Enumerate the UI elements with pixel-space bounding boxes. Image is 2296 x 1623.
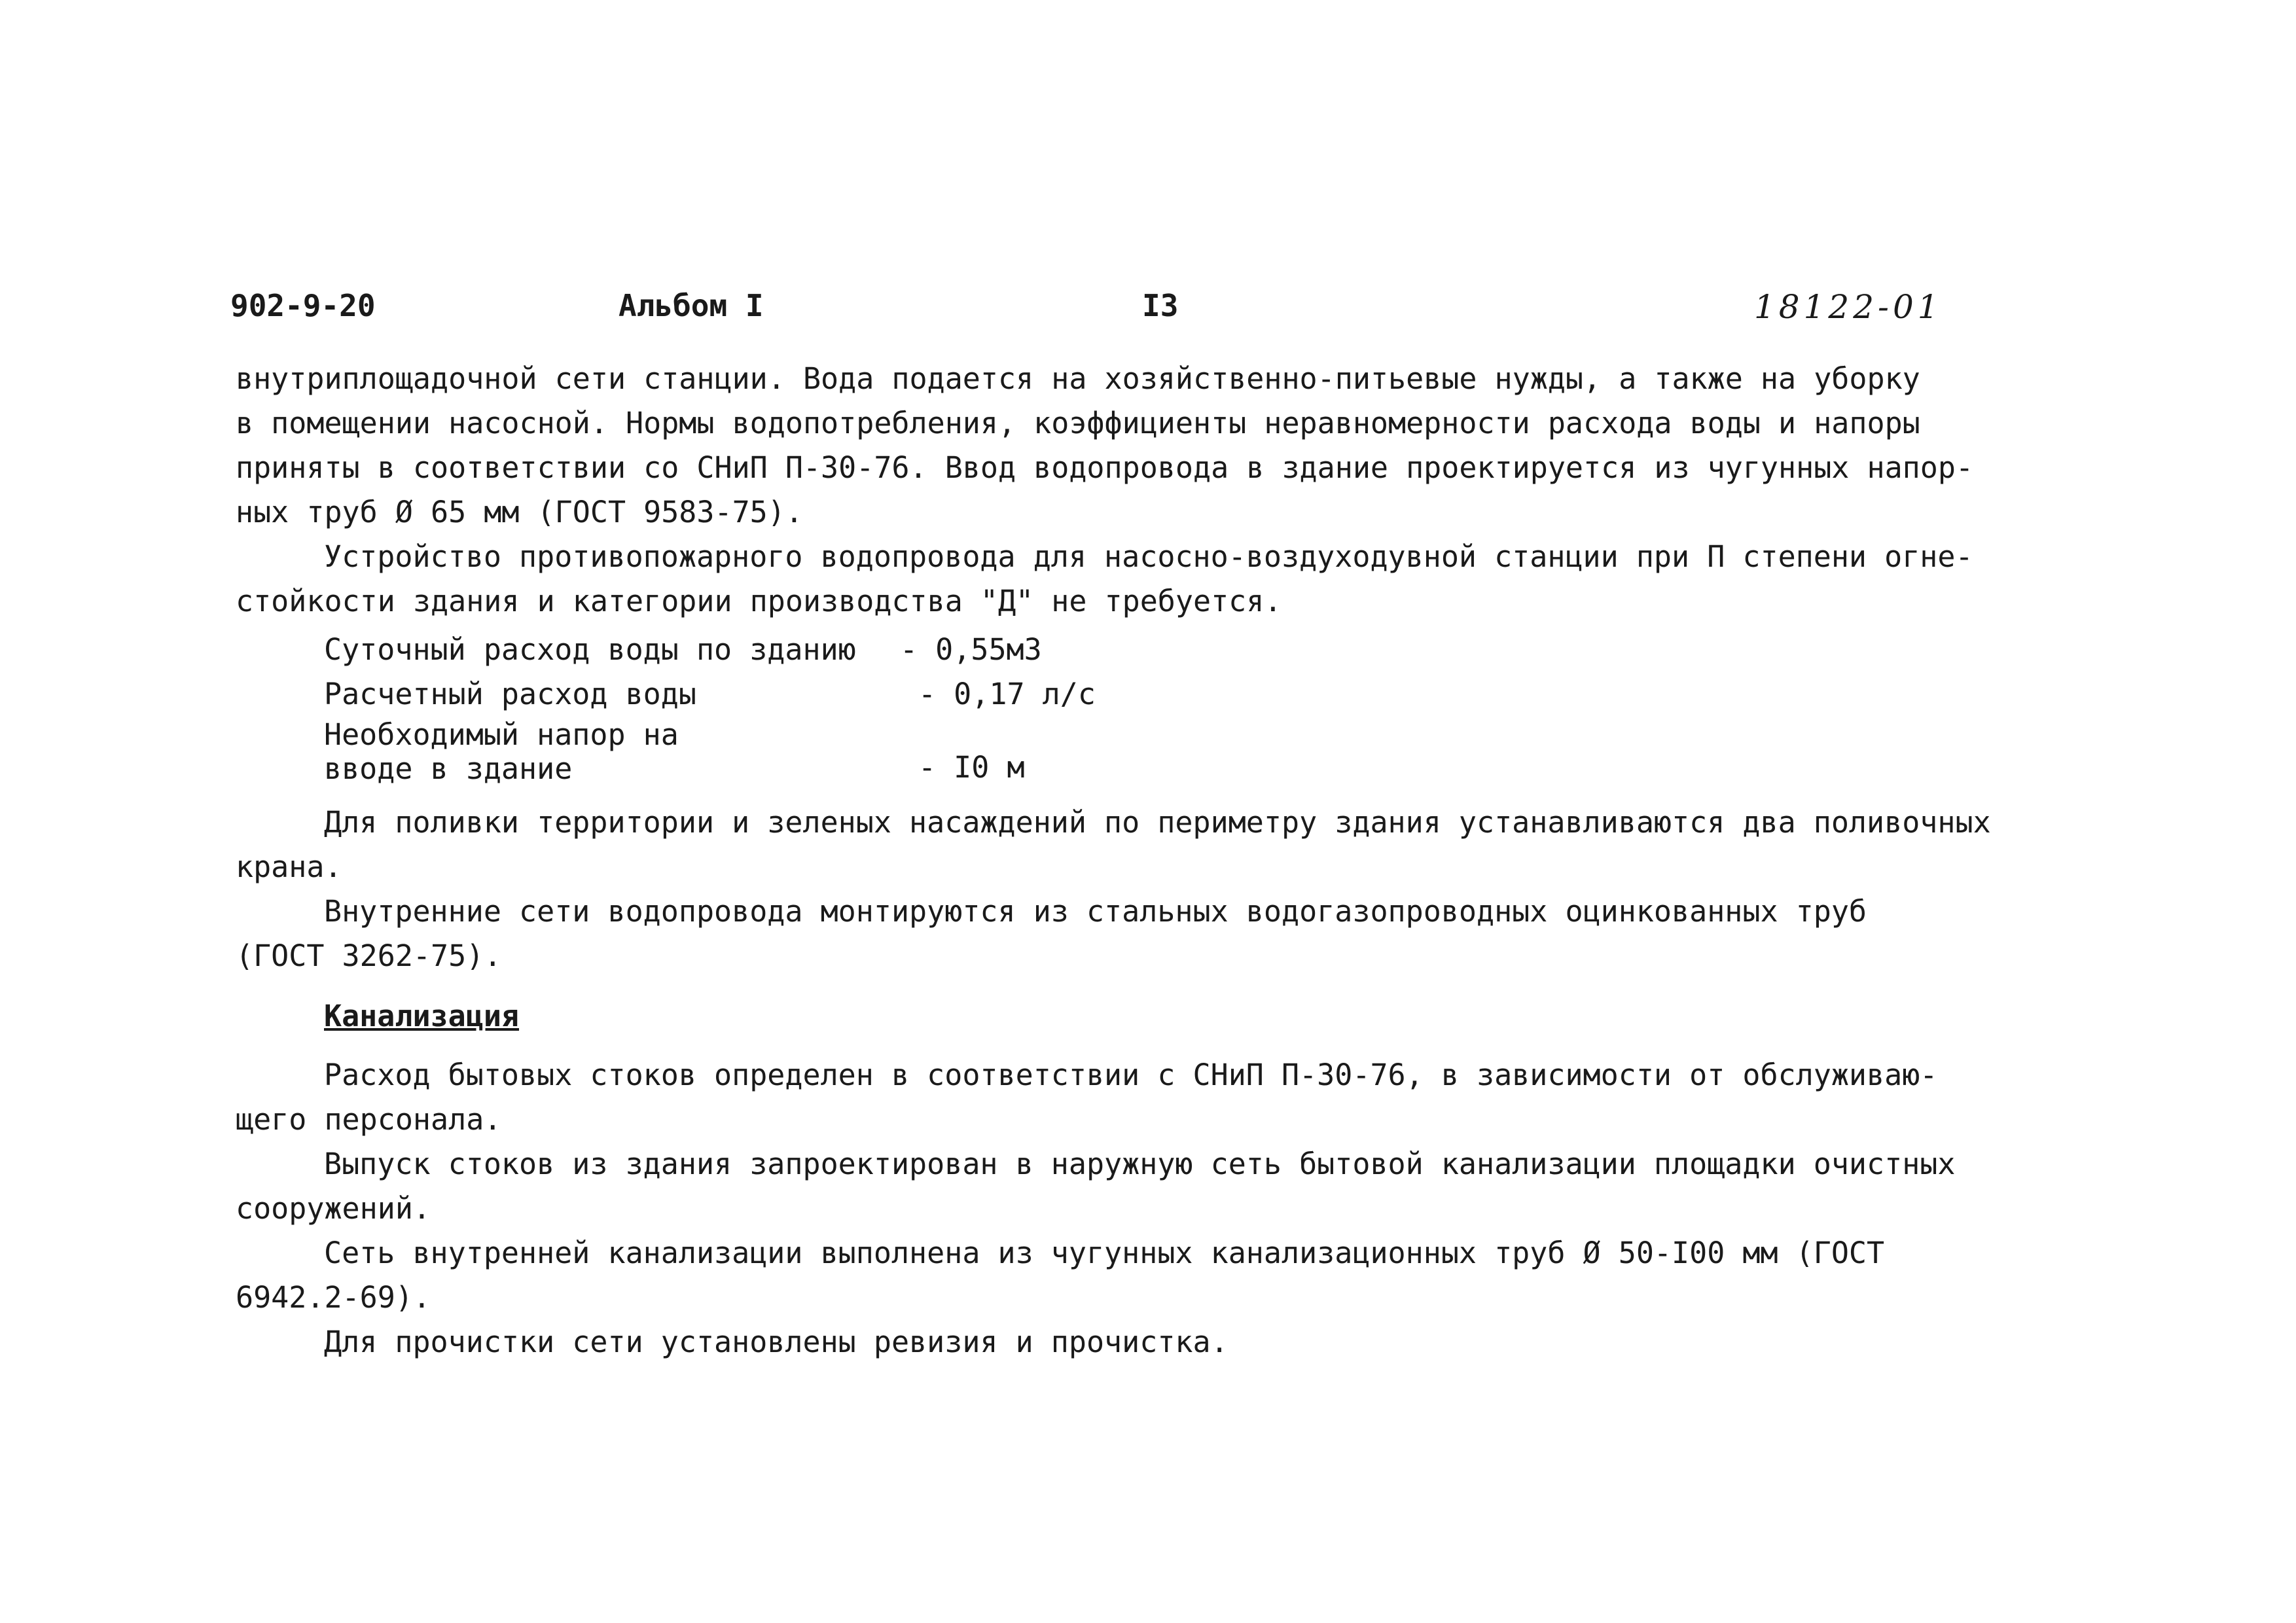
paragraph-irrigation [236,800,2068,889]
row-label: Суточный расход воды по зданию [324,632,856,667]
text-line: 6942.2-69). [236,1280,431,1315]
paragraph-sewage-network [236,1231,2068,1320]
text-line: (ГОСТ 3262-75). [236,938,502,973]
text-line: Устройство противопожарного водопровода для насосно-воздуходувной станции при П степени огне- [324,539,1973,574]
water-consumption-table [324,624,1096,786]
text-line: крана. [236,849,342,884]
text-line: стойкости здания и категории производства "Д" не требуется. [236,584,1282,618]
paragraph-sewage-flow [236,1053,2068,1142]
row-value: - 0,55м3 [900,632,1042,667]
text-line: ных труб Ø 65 мм (ГОСТ 9583-75). [236,495,803,529]
page-number: I3 [1142,288,1179,323]
doc-number: 902-9-20 [230,288,376,323]
text-line: Сеть внутренней канализации выполнена из чугунных канализационных труб Ø 50-I00 мм (ГОСТ [324,1236,1885,1270]
paragraph-water-supply [236,357,2068,535]
section-heading-row [236,994,2068,1039]
text-line: Для поливки территории и зеленых насаждений по периметру здания устанавливаются два поливочных [324,805,1991,840]
paragraph-internal-networks [236,889,2068,978]
row-label: Необходимый напор на вводе в здание [324,717,679,786]
row-value: - I0 м [918,750,1025,785]
paragraph-cleaning [236,1320,2068,1364]
row-value: - 0,17 л/с [918,677,1096,711]
text-line: щего персонала. [236,1102,502,1137]
text-line: Выпуск стоков из здания запроектирован в наружную сеть бытовой канализации площадки очистных [324,1147,1956,1181]
text-line: сооружений. [236,1191,431,1226]
text-line: внутриплощадочной сети станции. Вода подается на хозяйственно-питьевые нужды, а также на уборку [236,361,1920,396]
table-row [324,624,1096,668]
text-line: Для прочистки сети установлены ревизия и прочистка. [324,1325,1229,1359]
text-line: Внутренние сети водопровода монтируются из стальных водогазопроводных оцинкованных труб [324,894,1867,929]
document-body [236,357,2068,1364]
table-row [324,713,1096,786]
paragraph-fire-water [236,535,2068,624]
text-line: в помещении насосной. Нормы водопотребления, коэффициенты неравномерности расхода воды и напоры [236,406,1920,440]
album-label: Альбом I [619,288,764,323]
inventory-number: 18122-01 [1754,288,1943,326]
section-heading: Канализация [324,999,520,1033]
row-label: Расчетный расход воды [324,677,696,711]
text-line: приняты в соответствии со СНиП П-30-76. Ввод водопровода в здание проектируется из чугунных напор- [236,450,1974,485]
table-row [324,668,1096,713]
text-line: Расход бытовых стоков определен в соответствии с СНиП П-30-76, в зависимости от обслуживаю- [324,1058,1938,1092]
paragraph-sewage-outlet [236,1142,2068,1231]
